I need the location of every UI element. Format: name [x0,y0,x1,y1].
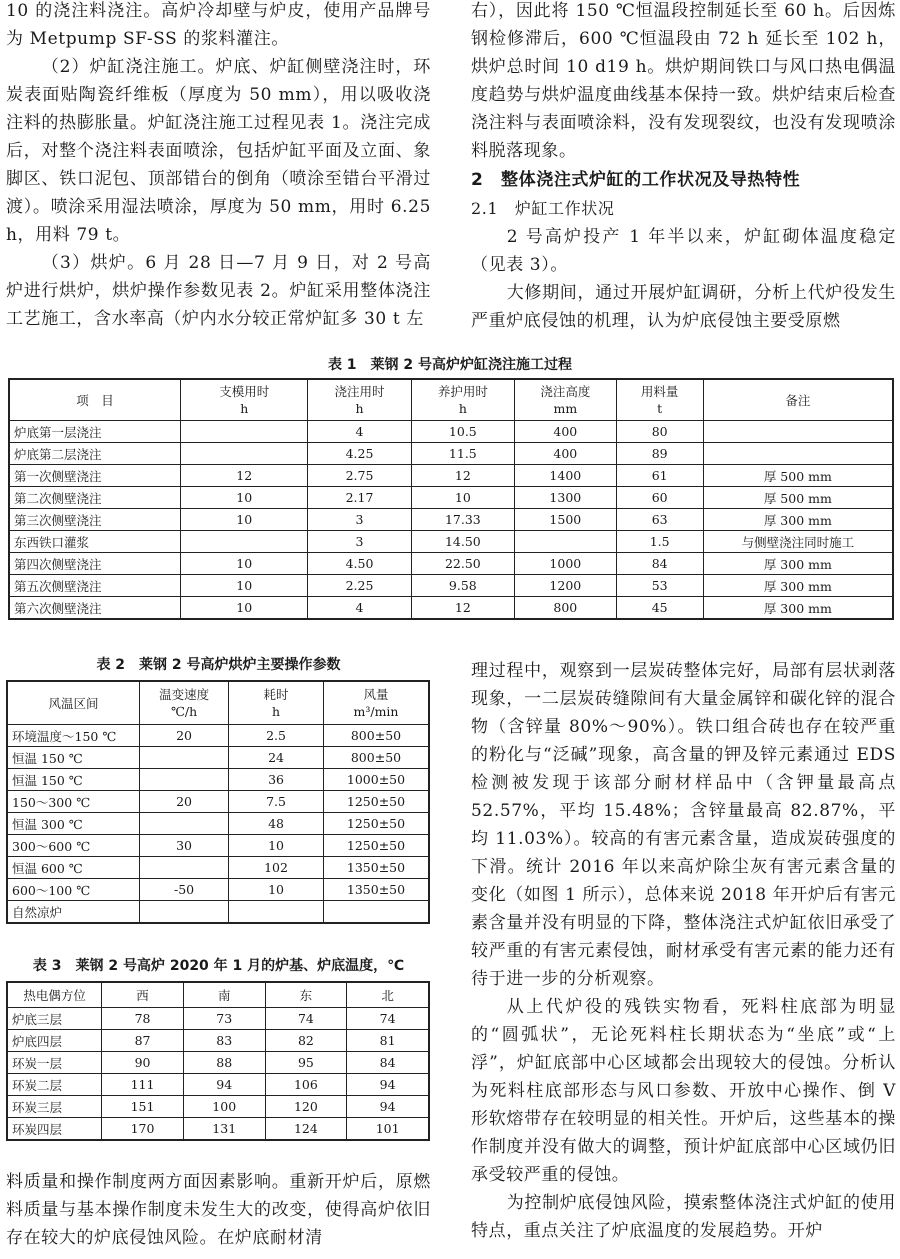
table1-header-cell [181,379,308,421]
table1-cell [181,443,308,465]
table2-cell: 102 [229,857,324,879]
table2-cell: 恒温 300 ℃ [7,813,140,835]
table1-cell: 17.33 [411,509,514,531]
table1-caption: 表 1 莱钢 2 号高炉炉缸浇注施工过程 [327,357,573,373]
table2-cell [140,747,229,769]
table3-cell: 100 [183,1096,265,1118]
table1-cell: 厚 500 mm [703,465,893,487]
subsection-heading: 2.1 炉缸工作状况 [471,199,615,218]
table2-cell [140,813,229,835]
table3-cell: 94 [347,1096,429,1118]
table1-cell: 10 [181,487,308,509]
table1-cell: 12 [181,465,308,487]
table1-cell: 11.5 [411,443,514,465]
table2-header-cell [7,681,140,725]
table1-cell: 10.5 [411,421,514,443]
table3-cell: 环炭二层 [7,1074,102,1096]
table1-cell: 厚 500 mm [703,487,893,509]
table1-cell: 3 [308,509,411,531]
table2-header-name: 风量 [363,687,389,702]
table1-cell: 与侧壁浇注同时施工 [703,531,893,553]
table2-cell: 1250±50 [323,835,429,857]
table1-cell: 84 [616,553,703,575]
table3-row [7,1052,429,1074]
table1-cell: 80 [616,421,703,443]
table3-cell: 87 [102,1030,184,1052]
paragraph: 为控制炉底侵蚀风险，摸索整体浇注式炉缸的使用特点，重点关注了炉底温度的发展趋势。开炉 [471,1193,896,1241]
table1-header-cell [411,379,514,421]
table3-cell: 170 [102,1118,184,1141]
table1-header-cell [308,379,411,421]
paragraph: （3）烘炉。6 月 28 日—7 月 9 日，对 2 号高炉进行烘炉，烘炉操作参数见表 2。炉缸采用整体浇注工艺施工，含水率高（炉内水分较正常炉缸多 30 t 左 [6,253,431,329]
table1-cell: 12 [411,597,514,620]
table3-cell: 73 [183,1008,265,1030]
table2-header-cell [229,681,324,725]
table1-cell: 1.5 [616,531,703,553]
table3-cell: 95 [265,1052,347,1074]
table1-header-name: 项 目 [76,392,114,408]
table2-row [7,813,429,835]
paragraph: 大修期间，通过开展炉缸调研，分析上代炉役发生严重炉底侵蚀的机理，认为炉底侵蚀主要受原燃 [471,283,896,331]
table1-cell: 89 [616,443,703,465]
table2-cell: 30 [140,835,229,857]
table2-cell: 1350±50 [323,857,429,879]
table3-cell: 炉底三层 [7,1008,102,1030]
table3-row [7,1030,429,1052]
table2-caption: 表 2 莱钢 2 号高炉烘炉主要操作参数 [96,657,341,673]
table3-header-cell: 西 [102,982,184,1008]
table1-cell: 炉底第一层浇注 [9,421,181,443]
table2-cell: 环境温度～150 ℃ [7,725,140,747]
paragraph: 10 的浇注料浇注。高炉冷却壁与炉皮，使用产品牌号为 Metpump SF-SS 的浆料灌注。 [6,1,431,49]
table2-cell: 1250±50 [323,813,429,835]
table3-cell: 84 [347,1052,429,1074]
table1-cell: 53 [616,575,703,597]
table3-row [7,1074,429,1096]
paragraph: 2 号高炉投产 1 年半以来，炉缸砌体温度稳定（见表 3）。 [471,227,896,275]
table2-header-unit: ℃/h [170,704,198,719]
table1-header-name: 支模用时 [219,384,270,399]
table1-row [9,443,893,465]
table2-cell [140,901,229,924]
table2-header-cell [140,681,229,725]
table1-cell: 10 [181,575,308,597]
table2-cell: 自然凉炉 [7,901,140,924]
table2-header-name: 风温区间 [48,695,99,711]
table1-cell: 东西铁口灌浆 [9,531,181,553]
table1-cell: 厚 300 mm [703,553,893,575]
table1-cell: 12 [411,465,514,487]
table1-cell: 1000 [515,553,617,575]
table1-row [9,531,893,553]
table2-cell: 300～600 ℃ [7,835,140,857]
table2-cell: -50 [140,879,229,901]
table1-row [9,597,893,620]
table1-cell: 1200 [515,575,617,597]
table1-cell [515,531,617,553]
table1-cell: 10 [181,553,308,575]
table1-header-name: 备注 [785,392,811,408]
table2-cell: 48 [229,813,324,835]
table2-cell: 10 [229,879,324,901]
table1-row [9,575,893,597]
table2-cell: 7.5 [229,791,324,813]
table1-cell [703,443,893,465]
table2-cell: 10 [229,835,324,857]
table1-cell: 1500 [515,509,617,531]
table1-header-unit: h [355,401,364,416]
table2-cell: 36 [229,769,324,791]
table3 [6,981,430,1141]
table1-header-cell [616,379,703,421]
table3-header-cell: 南 [183,982,265,1008]
table3-cell: 90 [102,1052,184,1074]
table2-cell: 600～100 ℃ [7,879,140,901]
table1-header-name: 浇注高度 [540,384,591,399]
table3-cell: 124 [265,1118,347,1141]
table1-header-cell [9,379,181,421]
table1-row [9,553,893,575]
table1-cell [703,421,893,443]
table1-cell: 63 [616,509,703,531]
table1-cell: 4 [308,597,411,620]
table3-cell: 94 [347,1074,429,1096]
table1-header-name: 浇注用时 [334,384,385,399]
table2-cell [140,769,229,791]
table2-cell: 20 [140,791,229,813]
table1-cell: 400 [515,421,617,443]
table2-cell: 800±50 [323,747,429,769]
table1-row [9,421,893,443]
table1-cell: 第六次侧壁浇注 [9,597,181,620]
table2-row [7,747,429,769]
table1-cell: 2.25 [308,575,411,597]
table1-header-cell [703,379,893,421]
table3-cell: 74 [347,1008,429,1030]
table2-header-cell [323,681,429,725]
table2-row [7,879,429,901]
table2-header-unit: m³/min [353,704,399,719]
table1-cell: 4.50 [308,553,411,575]
table2-header-unit: h [272,704,281,719]
left-column-bottom [6,1168,431,1252]
table2-cell: 2.5 [229,725,324,747]
table3-cell: 炉底四层 [7,1030,102,1052]
table3-cell: 131 [183,1118,265,1141]
table3-cell: 106 [265,1074,347,1096]
table1-cell: 1300 [515,487,617,509]
table1-row [9,509,893,531]
table1-cell: 400 [515,443,617,465]
table1-cell: 14.50 [411,531,514,553]
table1-header-unit: t [657,401,663,416]
table1-header-name: 用料量 [640,384,679,399]
table1-cell: 2.17 [308,487,411,509]
paragraph: 理过程中，观察到一层炭砖整体完好，局部有层状剥落现象，一二层炭砖缝隙间有大量金属锌和碳化锌的混合物（含锌量 80%～90%）。铁口组合砖也存在较严重的粉化与“泛碱”现象，高含量的钾及锌元素通过 EDS 检测被发现于该部分耐材样品中（含钾量最高点 52.57%，平均 15.48%；含锌量最高 82.87%，平均 11.03%）。较高的有害元素含量，造成炭砖强度的下滑。统计 2016 年以来高炉除尘灰有害元素含量的变化（如图 1 所示），总体来说 2018 年开炉后有害元素含量并没有明显的下降，整体浇注式炉缸依旧承受了较严重的有害元素侵蚀，耐材承受有害元素的能力还有待于进一步的分析观察。 [471,661,896,989]
table1-cell: 4.25 [308,443,411,465]
table1-cell: 9.58 [411,575,514,597]
table2-cell: 恒温 150 ℃ [7,747,140,769]
table2-row [7,769,429,791]
table1-cell [181,421,308,443]
table1-cell: 炉底第二层浇注 [9,443,181,465]
table3-cell: 111 [102,1074,184,1096]
table2-cell: 24 [229,747,324,769]
paragraph: 料质量和操作制度两方面因素影响。重新开炉后，原燃料质量与基本操作制度未发生大的改变，使得高炉依旧存在较大的炉底侵蚀风险。在炉底耐材清 [6,1172,431,1248]
table3-cell: 81 [347,1030,429,1052]
table3-cell: 74 [265,1008,347,1030]
table1-cell: 厚 300 mm [703,509,893,531]
table1-cell: 1400 [515,465,617,487]
table3-row [7,1008,429,1030]
table1-cell: 4 [308,421,411,443]
table2-header-name: 温变速度 [159,687,210,702]
table1-row [9,465,893,487]
table2-cell [140,857,229,879]
table2-cell: 1250±50 [323,791,429,813]
table2-cell: 恒温 600 ℃ [7,857,140,879]
table1-cell: 800 [515,597,617,620]
table2-cell: 150～300 ℃ [7,791,140,813]
left-column-top [6,0,431,333]
table1-row [9,487,893,509]
table3-header-cell: 东 [265,982,347,1008]
table3-header-cell: 北 [347,982,429,1008]
table3-cell: 环炭三层 [7,1096,102,1118]
table3-row [7,1118,429,1141]
table1-header-unit: h [458,401,467,416]
table1-cell: 10 [181,597,308,620]
table2-cell [229,901,324,924]
table2-row [7,725,429,747]
table2-cell: 20 [140,725,229,747]
paragraph: （2）炉缸浇注施工。炉底、炉缸侧壁浇注时，环炭表面贴陶瓷纤维板（厚度为 50 mm），用以吸收浇注料的热膨胀量。炉缸浇注施工过程见表 1。浇注完成后，对整个浇注料表面喷涂，包括炉缸平面及立面、象脚区、铁口泥包、顶部错台的倒角（喷涂至错台平滑过渡）。喷涂采用湿法喷涂，厚度为 50 mm，用时 6.25 h，用料 79 t。 [6,57,431,245]
table3-cell: 94 [183,1074,265,1096]
table1-cell: 第五次侧壁浇注 [9,575,181,597]
table2-row [7,791,429,813]
table3-cell: 151 [102,1096,184,1118]
table1-cell: 2.75 [308,465,411,487]
table2 [6,680,430,924]
table1-cell: 第三次侧壁浇注 [9,509,181,531]
table3-caption: 表 3 莱钢 2 号高炉 2020 年 1 月的炉基、炉底温度，℃ [32,958,405,974]
right-column-bottom [471,657,896,1245]
table1-cell: 22.50 [411,553,514,575]
table2-row [7,857,429,879]
table1-cell: 3 [308,531,411,553]
table1-cell: 第一次侧壁浇注 [9,465,181,487]
table2-row [7,901,429,924]
table1-header-cell [515,379,617,421]
table3-cell: 88 [183,1052,265,1074]
table1-cell: 第四次侧壁浇注 [9,553,181,575]
table2-cell: 1000±50 [323,769,429,791]
table2-cell: 800±50 [323,725,429,747]
table2-cell [323,901,429,924]
table1-cell: 60 [616,487,703,509]
table3-row [7,1096,429,1118]
table3-cell: 120 [265,1096,347,1118]
table3-cell: 101 [347,1118,429,1141]
table1-cell: 45 [616,597,703,620]
table3-cell: 环炭四层 [7,1118,102,1141]
table2-cell: 1350±50 [323,879,429,901]
table1-cell: 厚 300 mm [703,597,893,620]
table2-row [7,835,429,857]
table3-cell: 环炭一层 [7,1052,102,1074]
right-column-top [471,0,896,335]
table1-cell: 第二次侧壁浇注 [9,487,181,509]
section-heading: 2 整体浇注式炉缸的工作状况及导热特性 [471,170,801,190]
table3-header-cell: 热电偶方位 [7,982,102,1008]
table1-cell: 61 [616,465,703,487]
table3-cell: 78 [102,1008,184,1030]
paragraph: 从上代炉役的残铁实物看，死料柱底部为明显的“圆弧状”，无论死料柱长期状态为“坐底”或“上浮”，炉缸底部中心区域都会出现较大的侵蚀。分析认为死料柱底部形态与风口参数、开放中心操作、倒 V 形软熔带存在较明显的相关性。开炉后，这些基本的操作制度并没有做大的调整，预计炉缸底部中心区域仍旧承受较严重的侵蚀。 [471,997,896,1185]
table2-header-name: 耗时 [263,687,289,702]
table3-cell: 83 [183,1030,265,1052]
table1-header-unit: mm [553,401,578,416]
paragraph: 右），因此将 150 ℃恒温段控制延长至 60 h。后因炼钢检修滞后，600 ℃恒温段由 72 h 延长至 102 h，烘炉总时间 10 d19 h。烘炉期间铁口与风口热电偶温度趋势与烘炉温度曲线基本保持一致。烘炉结束后检查浇注料与表面喷涂料，没有发现裂纹，也没有发现喷涂料脱落现象。 [471,1,896,161]
table1-header-name: 养护用时 [437,384,488,399]
table3-cell: 82 [265,1030,347,1052]
table1-header-unit: h [240,401,249,416]
table1 [8,378,894,620]
table1-cell: 10 [411,487,514,509]
table1-cell: 厚 300 mm [703,575,893,597]
table1-cell [181,531,308,553]
table1-cell: 10 [181,509,308,531]
table2-cell: 恒温 150 ℃ [7,769,140,791]
